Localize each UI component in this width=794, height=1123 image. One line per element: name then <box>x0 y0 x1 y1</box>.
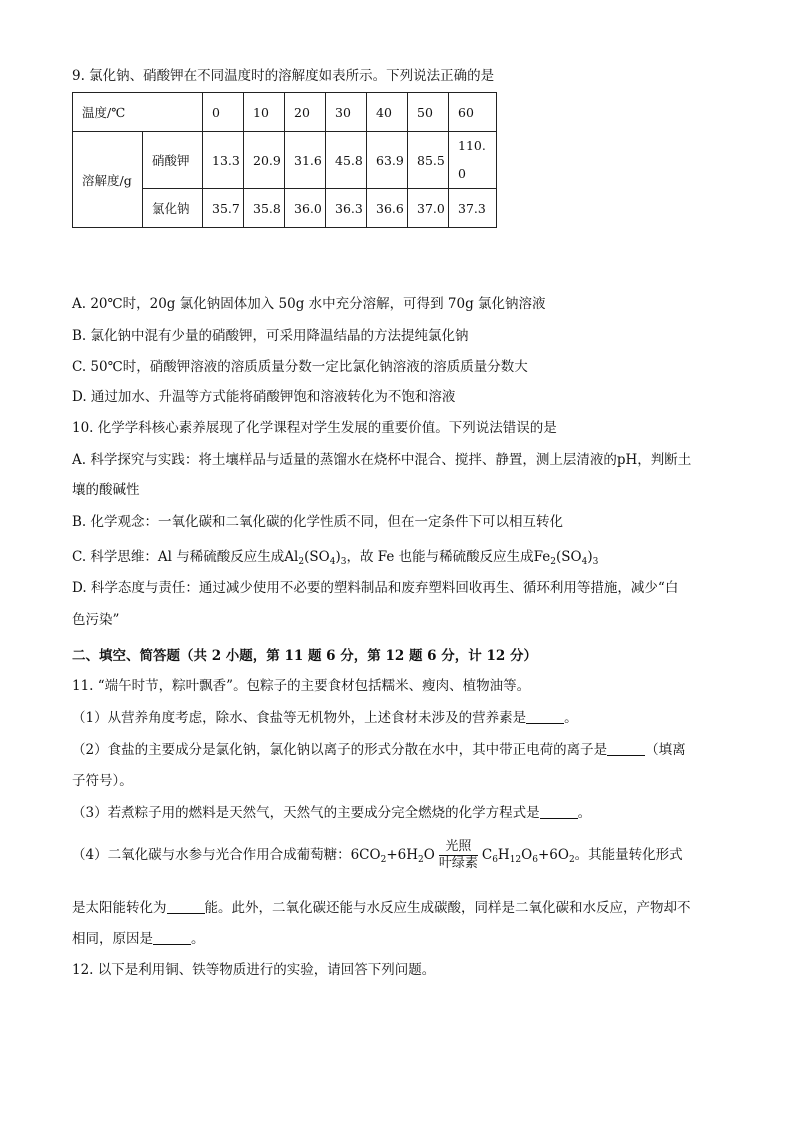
temp-cell: 20 <box>285 93 326 132</box>
q11-part4-text3: 是太阳能转化为 <box>72 900 167 916</box>
nacl-label: 氯化钠 <box>143 189 203 228</box>
q11-part1-text: （1）从营养角度考虑，除水、食盐等无机物外，上述食材未涉及的营养素是 <box>72 710 527 726</box>
q10-option-a-cont: 壤的酸碱性 <box>72 482 140 498</box>
nacl-value: 35.8 <box>244 189 285 228</box>
answer-blank[interactable] <box>607 741 645 756</box>
kno3-value: 85.5 <box>408 132 449 189</box>
q11-part4-cont2 <box>72 929 205 949</box>
q11-part4-text4: 能。此外，二氧化碳还能与水反应生成碳酸，同样是二氧化碳和水反应，产物却不 <box>204 900 691 916</box>
temp-cell: 40 <box>367 93 408 132</box>
q11-part3 <box>72 803 591 823</box>
kno3-value: 110. 0 <box>449 132 497 189</box>
q11-part4-cont <box>72 898 691 918</box>
q11-part4: （4）二氧化碳与水参与光合作用合成葡萄糖：$6CO_2+6H_2O$ $\frac{\text{光照}}{\text{叶绿素}}$ $C_6H_{12}O_6+6O_2$。其能量转化形式 <box>72 839 683 871</box>
q11-part2-text: （2）食盐的主要成分是氯化钠，氯化钠以离子的形式分散在水中，其中带正电荷的离子是 <box>72 742 608 758</box>
answer-blank[interactable] <box>540 804 578 819</box>
q12-title: 12. 以下是利用铜、铁等物质进行的实验，请回答下列问题。 <box>72 962 436 978</box>
nacl-value: 37.0 <box>408 189 449 228</box>
q10-option-c: C. 科学思维：Al 与稀硫酸反应生成$Al_2(SO_4)_3$，故 Fe 也能与稀硫酸反应生成$Fe_2(SO_4)_3$ <box>72 549 599 567</box>
q9-option-c: C. 50℃时，硝酸钾溶液的溶质质量分数一定比氯化钠溶液的溶质质量分数大 <box>72 359 528 375</box>
temp-cell: 10 <box>244 93 285 132</box>
q11-part4-text2: 。其能量转化形式 <box>574 847 683 863</box>
q9-title: 9. 氯化钠、硝酸钾在不同温度时的溶解度如表所示。下列说法正确的是 <box>72 68 495 84</box>
temp-cell: 30 <box>326 93 367 132</box>
q11-part1-end: 。 <box>564 710 578 726</box>
q11-part4-end: 。 <box>191 931 205 947</box>
q10-title: 10. 化学学科核心素养展现了化学课程对学生发展的重要价值。下列说法错误的是 <box>72 420 557 436</box>
temp-header: 温度/℃ <box>73 93 203 132</box>
temp-cell: 50 <box>408 93 449 132</box>
q11-part2-end: （填离 <box>645 742 686 758</box>
section-heading: 二、填空、简答题（共 2 小题，第 11 题 6 分，第 12 题 6 分，计 12 分） <box>72 648 537 664</box>
nacl-value: 35.7 <box>203 189 244 228</box>
q9-option-a: A. 20℃时，20g 氯化钠固体加入 50g 水中充分溶解，可得到 70g 氯化钠溶液 <box>72 296 546 312</box>
q11-part3-text: （3）若煮粽子用的燃料是天然气，天然气的主要成分完全燃烧的化学方程式是 <box>72 805 540 821</box>
kno3-value: 45.8 <box>326 132 367 189</box>
q10-option-a: A. 科学探究与实践：将土壤样品与适量的蒸馏水在烧杯中混合、搅拌、静置，测上层清液的pH，判断土 <box>72 452 692 468</box>
nacl-value: 36.0 <box>285 189 326 228</box>
nacl-value: 36.6 <box>367 189 408 228</box>
q10-option-d: D. 科学态度与责任：通过减少使用不必要的塑料制品和废弃塑料回收再生、循环利用等措施，减少“白 <box>72 580 679 596</box>
q9-option-d: D. 通过加水、升温等方式能将硝酸钾饱和溶液转化为不饱和溶液 <box>72 389 456 405</box>
q11-part2 <box>72 740 686 760</box>
q11-part4-text: （4）二氧化碳与水参与光合作用合成葡萄糖： <box>72 847 351 863</box>
q10-option-d-cont: 色污染” <box>72 612 120 628</box>
q9-option-b: B. 氯化钠中混有少量的硝酸钾，可采用降温结晶的方法提纯氯化钠 <box>72 328 469 344</box>
temp-cell: 60 <box>449 93 497 132</box>
q11-title: 11. “端午时节，粽叶飘香”。包粽子的主要食材包括糯米、瘦肉、植物油等。 <box>72 678 531 694</box>
nacl-value: 36.3 <box>326 189 367 228</box>
condition-chlorophyll: 叶绿素 <box>438 856 478 871</box>
answer-blank[interactable] <box>153 930 191 945</box>
q11-part2-cont: 子符号）。 <box>72 773 133 789</box>
answer-blank[interactable] <box>526 709 564 724</box>
q11-part4-text5: 相同，原因是 <box>72 931 153 947</box>
condition-light: 光照 <box>439 839 478 856</box>
q10-option-c-text2: ，故 Fe 也能与稀硫酸反应生成 <box>346 549 534 565</box>
kno3-value: 63.9 <box>367 132 408 189</box>
q10-option-c-text: C. 科学思维：Al 与稀硫酸反应生成 <box>72 549 285 565</box>
kno3-value: 20.9 <box>244 132 285 189</box>
q11-part3-end: 。 <box>577 805 592 821</box>
temp-cell: 0 <box>203 93 244 132</box>
reaction-condition <box>439 839 478 872</box>
nacl-value: 37.3 <box>449 189 497 228</box>
answer-blank[interactable] <box>167 899 205 914</box>
kno3-value: 31.6 <box>285 132 326 189</box>
kno3-label: 硝酸钾 <box>143 132 203 189</box>
solubility-table <box>72 92 497 228</box>
q11-part1 <box>72 708 578 728</box>
solubility-label: 溶解度/g <box>73 132 143 228</box>
q10-option-b: B. 化学观念：一氧化碳和二氧化碳的化学性质不同，但在一定条件下可以相互转化 <box>72 514 564 530</box>
kno3-value: 13.3 <box>203 132 244 189</box>
